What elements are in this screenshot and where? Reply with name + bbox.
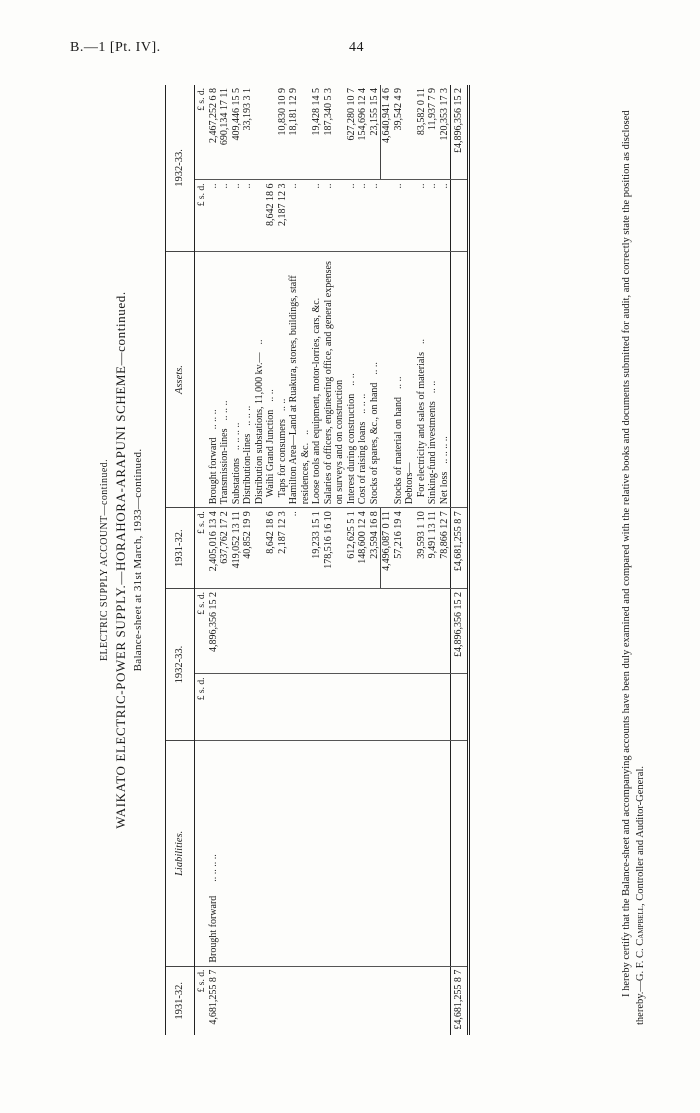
asset-1932-value: 10,830 10 9 xyxy=(277,85,289,180)
asset-1932-subcolumn: .. xyxy=(346,180,358,251)
liabilities-1932-subcolumn-empty xyxy=(439,674,451,741)
asset-label-text: Sinking-fund investments xyxy=(427,401,439,505)
liabilities-1932-subcolumn-empty xyxy=(323,674,346,741)
table-row xyxy=(416,85,428,1035)
asset-1932-value: 627,280 10 7 xyxy=(346,85,358,180)
leader-dots: .. .. xyxy=(392,376,404,390)
liabilities-header: Liabilities. xyxy=(166,741,195,967)
asset-label xyxy=(288,251,311,508)
liabilities-1932-value-empty xyxy=(346,589,358,675)
asset-1932-value: 409,446 15 5 xyxy=(231,85,243,180)
table-row xyxy=(381,85,393,1035)
unit-label: £ s. d. xyxy=(195,180,208,251)
asset-1932-value: 4,640,941 4 6 xyxy=(381,85,393,180)
balance-sheet-title: Balance-sheet at 31st March, 1933—continued. xyxy=(132,448,144,672)
liabilities-1931-value-empty xyxy=(323,966,346,1035)
asset-1932-subcolumn: .. xyxy=(427,180,439,251)
liabilities-1932-subcolumn-empty xyxy=(357,674,369,741)
asset-1932-value: 154,696 12 4 xyxy=(357,85,369,180)
liabilities-1932-subcolumn-empty xyxy=(404,674,416,741)
asset-label-text: Taps for consumers xyxy=(276,419,288,498)
liabilities-1932-value-empty xyxy=(242,589,254,675)
asset-label xyxy=(254,251,266,508)
liabilities-label-empty xyxy=(427,741,439,967)
asset-1931-value: 40,852 19 9 xyxy=(242,508,254,589)
liabilities-label-empty xyxy=(254,741,266,967)
table-row xyxy=(254,85,266,1035)
asset-label-text: Stocks of material on hand xyxy=(392,397,404,505)
liabilities-1932-subcolumn-empty xyxy=(231,674,243,741)
assets-label-empty xyxy=(451,251,469,508)
asset-1931-value: 4,496,087 0 11 xyxy=(381,508,393,589)
table-row xyxy=(311,85,323,1035)
leader-dots: .. xyxy=(415,339,427,345)
asset-1932-value: 18,181 12 9 xyxy=(288,85,311,180)
asset-label xyxy=(346,251,358,508)
table-row xyxy=(208,85,220,1035)
table-row xyxy=(357,85,369,1035)
liabilities-1931-value-empty xyxy=(346,966,358,1035)
asset-1932-value: 690,134 17 11 xyxy=(219,85,231,180)
asset-1932-subcolumn: .. xyxy=(219,180,231,251)
asset-1932-value: 2,467,252 6 8 xyxy=(208,85,220,180)
asset-1932-value: 19,428 14 5 xyxy=(311,85,323,180)
liabilities-1931-total: £4,681,255 8 7 xyxy=(451,966,469,1035)
liabilities-label-empty xyxy=(323,741,346,967)
asset-label-text: Loose tools and equipment, motor-lorries, cars, &c. xyxy=(311,297,323,505)
asset-label-text: Waihi Grand Junction xyxy=(265,409,277,498)
asset-label-text: For electricity and sales of materials xyxy=(415,352,427,498)
asset-1932-subcolumn: .. xyxy=(288,180,311,251)
liabilities-1932-value-empty xyxy=(219,589,231,675)
assets-1931-header: 1931-32. xyxy=(166,508,195,589)
asset-1932-subcolumn: .. xyxy=(323,180,346,251)
liabilities-1932-value-empty xyxy=(427,589,439,675)
table-header-row xyxy=(166,85,195,1035)
leader-dots: .. .. xyxy=(345,373,357,386)
liabilities-label-empty xyxy=(416,741,428,967)
asset-label-text: Distribution-lines xyxy=(242,433,254,505)
asset-1932-value: 39,542 4 9 xyxy=(393,85,405,180)
liabilities-1932-subcolumn-empty xyxy=(265,674,277,741)
liabilities-1931-value-empty xyxy=(288,966,311,1035)
asset-1932-subcolumn xyxy=(254,180,266,251)
page-reference: B.—1 [Pt. IV]. xyxy=(70,40,161,55)
liabilities-label-empty xyxy=(439,741,451,967)
liabilities-1932-value-empty xyxy=(231,589,243,675)
asset-1932-value xyxy=(404,85,416,180)
liabilities-1931-value-empty xyxy=(219,966,231,1035)
liabilities-1931-value-empty xyxy=(369,966,381,1035)
auditor-title: , Controller and Auditor-General. xyxy=(635,766,647,907)
liabilities-1932-value-empty xyxy=(404,589,416,675)
leader-dots: .. .. .. xyxy=(242,405,254,426)
liabilities-label-empty xyxy=(381,741,393,967)
asset-label-text: Cost of raising loans xyxy=(357,421,369,505)
liabilities-1931-value-empty xyxy=(393,966,405,1035)
liabilities-1932-subcolumn-empty xyxy=(219,674,231,741)
table-row xyxy=(404,85,416,1035)
asset-1932-subcolumn: .. xyxy=(231,180,243,251)
asset-label-text: Debtors— xyxy=(404,462,416,505)
asset-label-text: Interest during construction xyxy=(345,393,357,505)
liabilities-label-empty xyxy=(357,741,369,967)
brought-forward-label: Brought forward xyxy=(207,895,219,963)
liabilities-1932-subcolumn-empty xyxy=(288,674,311,741)
asset-label-text: Stocks of spares, &c., on hand xyxy=(368,382,380,505)
liabilities-1932-value-empty xyxy=(323,589,346,675)
asset-label xyxy=(323,251,346,508)
asset-label xyxy=(393,251,405,508)
asset-label-text: Net loss xyxy=(438,471,450,505)
assets-1932-header: 1932-33. xyxy=(166,85,195,251)
liabilities-1932-value-empty xyxy=(288,589,311,675)
table-row xyxy=(427,85,439,1035)
liabilities-1932-value-empty xyxy=(381,589,393,675)
asset-1931-value: 9,491 13 11 xyxy=(427,508,439,589)
leader-dots: .. xyxy=(253,339,265,345)
asset-1932-value: 11,937 7 9 xyxy=(427,85,439,180)
asset-1931-value: 148,600 12 4 xyxy=(357,508,369,589)
liabilities-1932-subcolumn-empty xyxy=(277,674,289,741)
asset-1932-value: 23,155 15 4 xyxy=(369,85,381,180)
liabilities-1932-subcolumn-empty xyxy=(416,674,428,741)
leader-dots: .. .. .. xyxy=(219,400,231,421)
liabilities-1931-value-empty xyxy=(242,966,254,1035)
leader-dots: .. .. .. xyxy=(357,393,369,414)
totals-row xyxy=(451,85,469,1035)
assets-header: Assets. xyxy=(166,251,195,508)
liabilities-1931-value-empty xyxy=(439,966,451,1035)
asset-label-text: Substations xyxy=(230,458,242,505)
asset-1931-value: 178,516 16 10 xyxy=(323,508,346,589)
liabilities-1931-value-empty xyxy=(404,966,416,1035)
unit-label: £ s. d. xyxy=(195,674,208,741)
asset-1932-value: 83,582 0 11 xyxy=(416,85,428,180)
leader-dots: .. .. xyxy=(276,398,288,412)
asset-label xyxy=(381,251,393,508)
liabilities-1932-value: 4,896,356 15 2 xyxy=(208,589,220,675)
asset-1931-value: 78,866 12 7 xyxy=(439,508,451,589)
asset-1932-subcolumn: .. xyxy=(369,180,381,251)
asset-label xyxy=(265,251,277,508)
asset-label xyxy=(439,251,451,508)
units-row xyxy=(195,85,208,1035)
asset-1931-value: 8,642 18 6 xyxy=(265,508,277,589)
asset-1932-value: 187,340 5 3 xyxy=(323,85,346,180)
table-row xyxy=(231,85,243,1035)
asset-label xyxy=(277,251,289,508)
liabilities-label-empty xyxy=(288,741,311,967)
leader-dots: .. .. .. xyxy=(207,409,219,430)
rotated-balance-sheet xyxy=(75,85,647,1035)
liabilities-1932-subcolumn-empty xyxy=(427,674,439,741)
liabilities-1932-subcolumn-empty xyxy=(451,674,469,741)
liabilities-1931-value-empty xyxy=(311,966,323,1035)
table-row xyxy=(439,85,451,1035)
liabilities-1931-header: 1931-32. xyxy=(166,966,195,1035)
asset-1932-subcolumn xyxy=(404,180,416,251)
asset-label xyxy=(208,251,220,508)
liabilities-1932-header: 1932-33. xyxy=(166,589,195,741)
asset-1931-value: 2,187 12 3 xyxy=(277,508,289,589)
liabilities-label-empty xyxy=(231,741,243,967)
liabilities-1932-value-empty xyxy=(265,589,277,675)
asset-label xyxy=(242,251,254,508)
auditor-certificate xyxy=(620,95,648,1025)
asset-1931-value: 39,593 1 10 xyxy=(416,508,428,589)
scheme-title: WAIKATO ELECTRIC-POWER SUPPLY.—HORAHORA-ARAPUNI SCHEME—continued. xyxy=(113,291,128,829)
asset-label xyxy=(219,251,231,508)
balance-sheet-table xyxy=(165,85,470,1035)
assets-1931-total: £4,681,255 8 7 xyxy=(451,508,469,589)
asset-1932-subcolumn: .. xyxy=(311,180,323,251)
liabilities-1931-value-empty xyxy=(357,966,369,1035)
liabilities-1932-subcolumn xyxy=(208,674,220,741)
asset-label xyxy=(404,251,416,508)
table-row xyxy=(219,85,231,1035)
liabilities-1932-total: £4,896,356 15 2 xyxy=(451,589,469,675)
liabilities-1932-value-empty xyxy=(439,589,451,675)
liabilities-1932-value-empty xyxy=(254,589,266,675)
account-title: ELECTRIC SUPPLY ACCOUNT—continued. xyxy=(99,459,110,661)
asset-1932-subcolumn: .. xyxy=(416,180,428,251)
liabilities-1932-value-empty xyxy=(369,589,381,675)
liabilities-label-empty xyxy=(277,741,289,967)
liabilities-1931-value-empty xyxy=(231,966,243,1035)
liabilities-1931-value-empty xyxy=(381,966,393,1035)
liabilities-1932-subcolumn-empty xyxy=(381,674,393,741)
title-block xyxy=(99,85,144,1035)
asset-1932-subcolumn xyxy=(381,180,393,251)
asset-1932-value: 120,353 17 3 xyxy=(439,85,451,180)
page-number: 44 xyxy=(349,40,364,55)
liabilities-1932-value-empty xyxy=(416,589,428,675)
asset-1931-value: 612,625 5 1 xyxy=(346,508,358,589)
asset-1932-value: 33,193 3 1 xyxy=(242,85,254,180)
leader-dots: .. .. .. .. xyxy=(230,422,242,451)
liabilities-label-empty xyxy=(393,741,405,967)
asset-1932-subcolumn: .. xyxy=(242,180,254,251)
liabilities-1931-value: 4,681,255 8 7 xyxy=(207,969,219,1025)
asset-1932-subcolumn: .. xyxy=(393,180,405,251)
unit-label: £ s. d. xyxy=(197,969,207,993)
asset-1932-subcolumn: 8,642 18 6 xyxy=(265,180,277,251)
asset-1931-value: 19,233 15 1 xyxy=(311,508,323,589)
assets-1932-subcolumn-empty xyxy=(451,180,469,251)
asset-label-text: Distribution substations, 11,000 kv.— xyxy=(253,352,265,505)
asset-label xyxy=(427,251,439,508)
leader-dots: .. xyxy=(299,429,311,435)
asset-label xyxy=(416,251,428,508)
asset-1931-value: 2,405,016 13 4 xyxy=(208,508,220,589)
liabilities-label-empty xyxy=(451,741,469,967)
table-row xyxy=(265,85,277,1035)
table-row xyxy=(393,85,405,1035)
liabilities-label-empty xyxy=(404,741,416,967)
asset-1932-value xyxy=(254,85,266,180)
asset-1931-value: .. xyxy=(288,508,311,589)
asset-1932-subcolumn: .. xyxy=(439,180,451,251)
liabilities-label-empty xyxy=(242,741,254,967)
table-row xyxy=(242,85,254,1035)
liabilities-1932-value-empty xyxy=(393,589,405,675)
asset-1931-value: 23,594 16 8 xyxy=(369,508,381,589)
asset-1932-subcolumn: 2,187 12 3 xyxy=(277,180,289,251)
liabilities-1932-value-empty xyxy=(277,589,289,675)
asset-1931-value: 419,052 13 11 xyxy=(231,508,243,589)
unit-label: £ s. d. xyxy=(195,589,208,675)
assets-1932-total: £4,896,356 15 2 xyxy=(451,85,469,180)
leader-dots: .. .. .. .. xyxy=(207,854,219,882)
liabilities-1932-subcolumn-empty xyxy=(254,674,266,741)
table-row xyxy=(288,85,311,1035)
liabilities-label-empty xyxy=(311,741,323,967)
liabilities-1932-subcolumn-empty xyxy=(393,674,405,741)
liabilities-1931-value-empty xyxy=(427,966,439,1035)
asset-label-text: Salaries of officers, engineering office, and general expenses on surveys and on construction xyxy=(322,261,346,505)
liabilities-label-empty xyxy=(369,741,381,967)
table-row xyxy=(346,85,358,1035)
liabilities-1931-value-empty xyxy=(277,966,289,1035)
table-row xyxy=(323,85,346,1035)
liabilities-1932-value-empty xyxy=(311,589,323,675)
liabilities-1931-value-empty xyxy=(254,966,266,1035)
liabilities-1932-subcolumn-empty xyxy=(242,674,254,741)
liabilities-1932-subcolumn-empty xyxy=(311,674,323,741)
certificate-text: I hereby certify that the Balance-sheet and accompanying accounts have been duly examined and compared with the relative books and documents submitted for audit, and correctly state the position as disclosed thereby.— xyxy=(621,110,647,1025)
liabilities-label-empty xyxy=(219,741,231,967)
liabilities-1931-value-empty xyxy=(416,966,428,1035)
asset-1931-value xyxy=(254,508,266,589)
leader-dots: .. .. xyxy=(368,362,380,375)
asset-1931-value: 57,216 19 4 xyxy=(393,508,405,589)
table-row xyxy=(369,85,381,1035)
asset-1931-value: 637,762 17 2 xyxy=(219,508,231,589)
unit-label: £ s. d. xyxy=(195,85,208,180)
liabilities-1932-subcolumn-empty xyxy=(369,674,381,741)
asset-label xyxy=(231,251,243,508)
asset-1932-subcolumn: .. xyxy=(357,180,369,251)
liabilities-label-empty xyxy=(346,741,358,967)
asset-1932-value xyxy=(265,85,277,180)
asset-label xyxy=(357,251,369,508)
auditor-signature: G. F. C. Campbell xyxy=(635,906,647,982)
asset-label xyxy=(311,251,323,508)
asset-label xyxy=(369,251,381,508)
table-row xyxy=(277,85,289,1035)
leader-dots: .. .. .. .. xyxy=(438,436,450,464)
liabilities-label xyxy=(208,741,220,967)
asset-label-text: Brought forward xyxy=(207,437,219,505)
asset-1931-value xyxy=(404,508,416,589)
asset-label-text: Hamilton Area—Land at Ruakura, stores, buildings, staff residences, &c. xyxy=(288,275,311,505)
asset-label-text: Transmission-lines xyxy=(219,428,231,505)
asset-1932-subcolumn: .. xyxy=(208,180,220,251)
leader-dots: .. .. xyxy=(265,389,277,402)
liabilities-1932-value-empty xyxy=(357,589,369,675)
liabilities-1931-value-empty xyxy=(265,966,277,1035)
unit-label: £ s. d. xyxy=(195,508,208,589)
leader-dots: .. .. xyxy=(427,380,439,394)
liabilities-1932-subcolumn-empty xyxy=(346,674,358,741)
liabilities-label-empty xyxy=(265,741,277,967)
